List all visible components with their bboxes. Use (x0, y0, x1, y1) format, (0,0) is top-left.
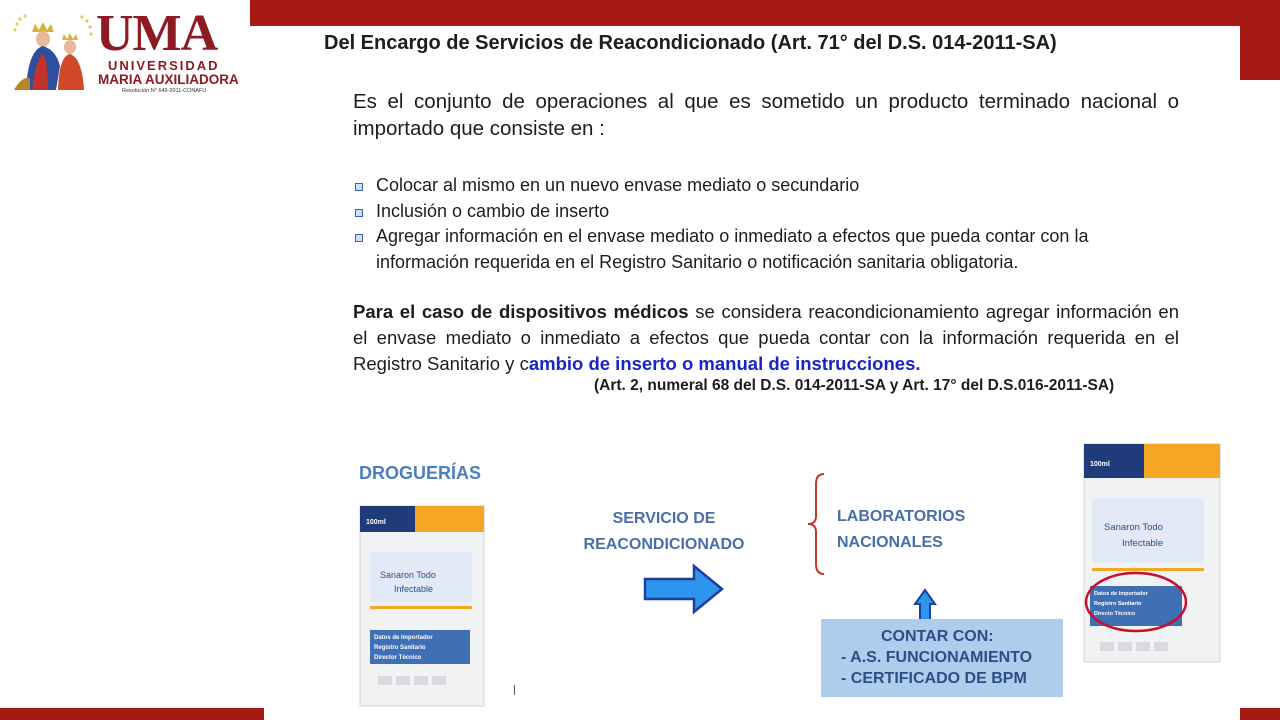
para-highlight: ambio de inserto o manual de instrucciones. (528, 353, 921, 374)
logo-universidad: UNIVERSIDAD (108, 58, 220, 73)
intro-paragraph: Es el conjunto de operaciones al que es sometido un producto terminado nacional o importado que consiste en : (353, 90, 1179, 140)
square-bullet-icon (355, 183, 363, 191)
footer-band-right (1240, 708, 1280, 720)
list-item: Agregar información en el envase mediato o inmediato a efectos que pueda contar con la información requerida en el Registro Sanitario o notificación sanitaria obligatoria. (353, 224, 1183, 275)
box-right-size: 100ml (1090, 461, 1110, 468)
legal-reference: (Art. 2, numeral 68 del D.S. 014-2011-SA y Art. 17° del D.S.016-2011-SA) (594, 377, 1115, 394)
box-left-size: 100ml (366, 519, 386, 526)
label-servicio: SERVICIO DE REACONDICIONADO (583, 510, 745, 553)
box-left-info-1: Datos de Importador (374, 635, 433, 641)
label-droguerias: DROGUERÍAS (359, 463, 482, 483)
box-left-info-3: Director Técnico (374, 655, 422, 661)
box-right-product-1: Sanaron Todo (1104, 522, 1163, 533)
slide-title: Del Encargo de Servicios de Reacondicionado (Art. 71° del D.S. 014-2011-SA) (324, 32, 1057, 54)
virgin-emblem-icon (12, 14, 94, 92)
requirements-box (821, 619, 1063, 697)
requirements-title: CONTAR CON: (881, 628, 994, 645)
list-item: Inclusión o cambio de inserto (353, 199, 1183, 225)
text-cursor (514, 685, 515, 695)
label-laboratorios: LABORATORIOS NACIONALES (837, 508, 966, 551)
requirement-item: - CERTIFICADO DE BPM (841, 670, 1027, 687)
box-right-info-1: Datos de Importador (1094, 591, 1148, 597)
requirement-item: - A.S. FUNCIONAMIENTO (841, 649, 1033, 666)
box-left-info-2: Registro Sanitario (374, 645, 426, 651)
medical-devices-paragraph (353, 299, 1179, 377)
list-item: Colocar al mismo en un nuevo envase mediato o secundario (353, 173, 1183, 199)
right-accent-band (1238, 0, 1280, 80)
header-band (250, 0, 1280, 26)
square-bullet-icon (355, 209, 363, 217)
slide-content (264, 26, 1240, 720)
square-bullet-icon (355, 234, 363, 242)
university-logo (0, 0, 250, 110)
product-box-right (1078, 436, 1228, 666)
box-left-product-2: Infectable (394, 584, 434, 594)
box-right-info-2: Registro Sanitario (1094, 601, 1142, 607)
logo-wordmark: UMA (96, 5, 218, 62)
arrow-right-icon (642, 563, 726, 615)
logo-maria-auxiliadora: MARIA AUXILIADORA (98, 72, 239, 87)
box-right-info-3: Directo Técnico (1094, 611, 1136, 617)
footer-band-left (0, 708, 264, 720)
brace-icon (806, 472, 828, 576)
logo-resolution: Resolución N° 649-2011-CONAFU (122, 88, 207, 94)
product-box-left (356, 496, 488, 708)
box-right-product-2: Infectable (1122, 538, 1164, 549)
para-body: se considera reacondicionamiento agregar información en el envase mediato o inmediato a efectos que pueda contar con la información requerida en el Registro Sanitario y c (353, 301, 1180, 374)
para-bold-lead: Para el caso de dispositivos médicos (353, 301, 689, 322)
box-left-product-1: Sanaron Todo (380, 570, 436, 580)
bullet-list (353, 173, 1183, 275)
